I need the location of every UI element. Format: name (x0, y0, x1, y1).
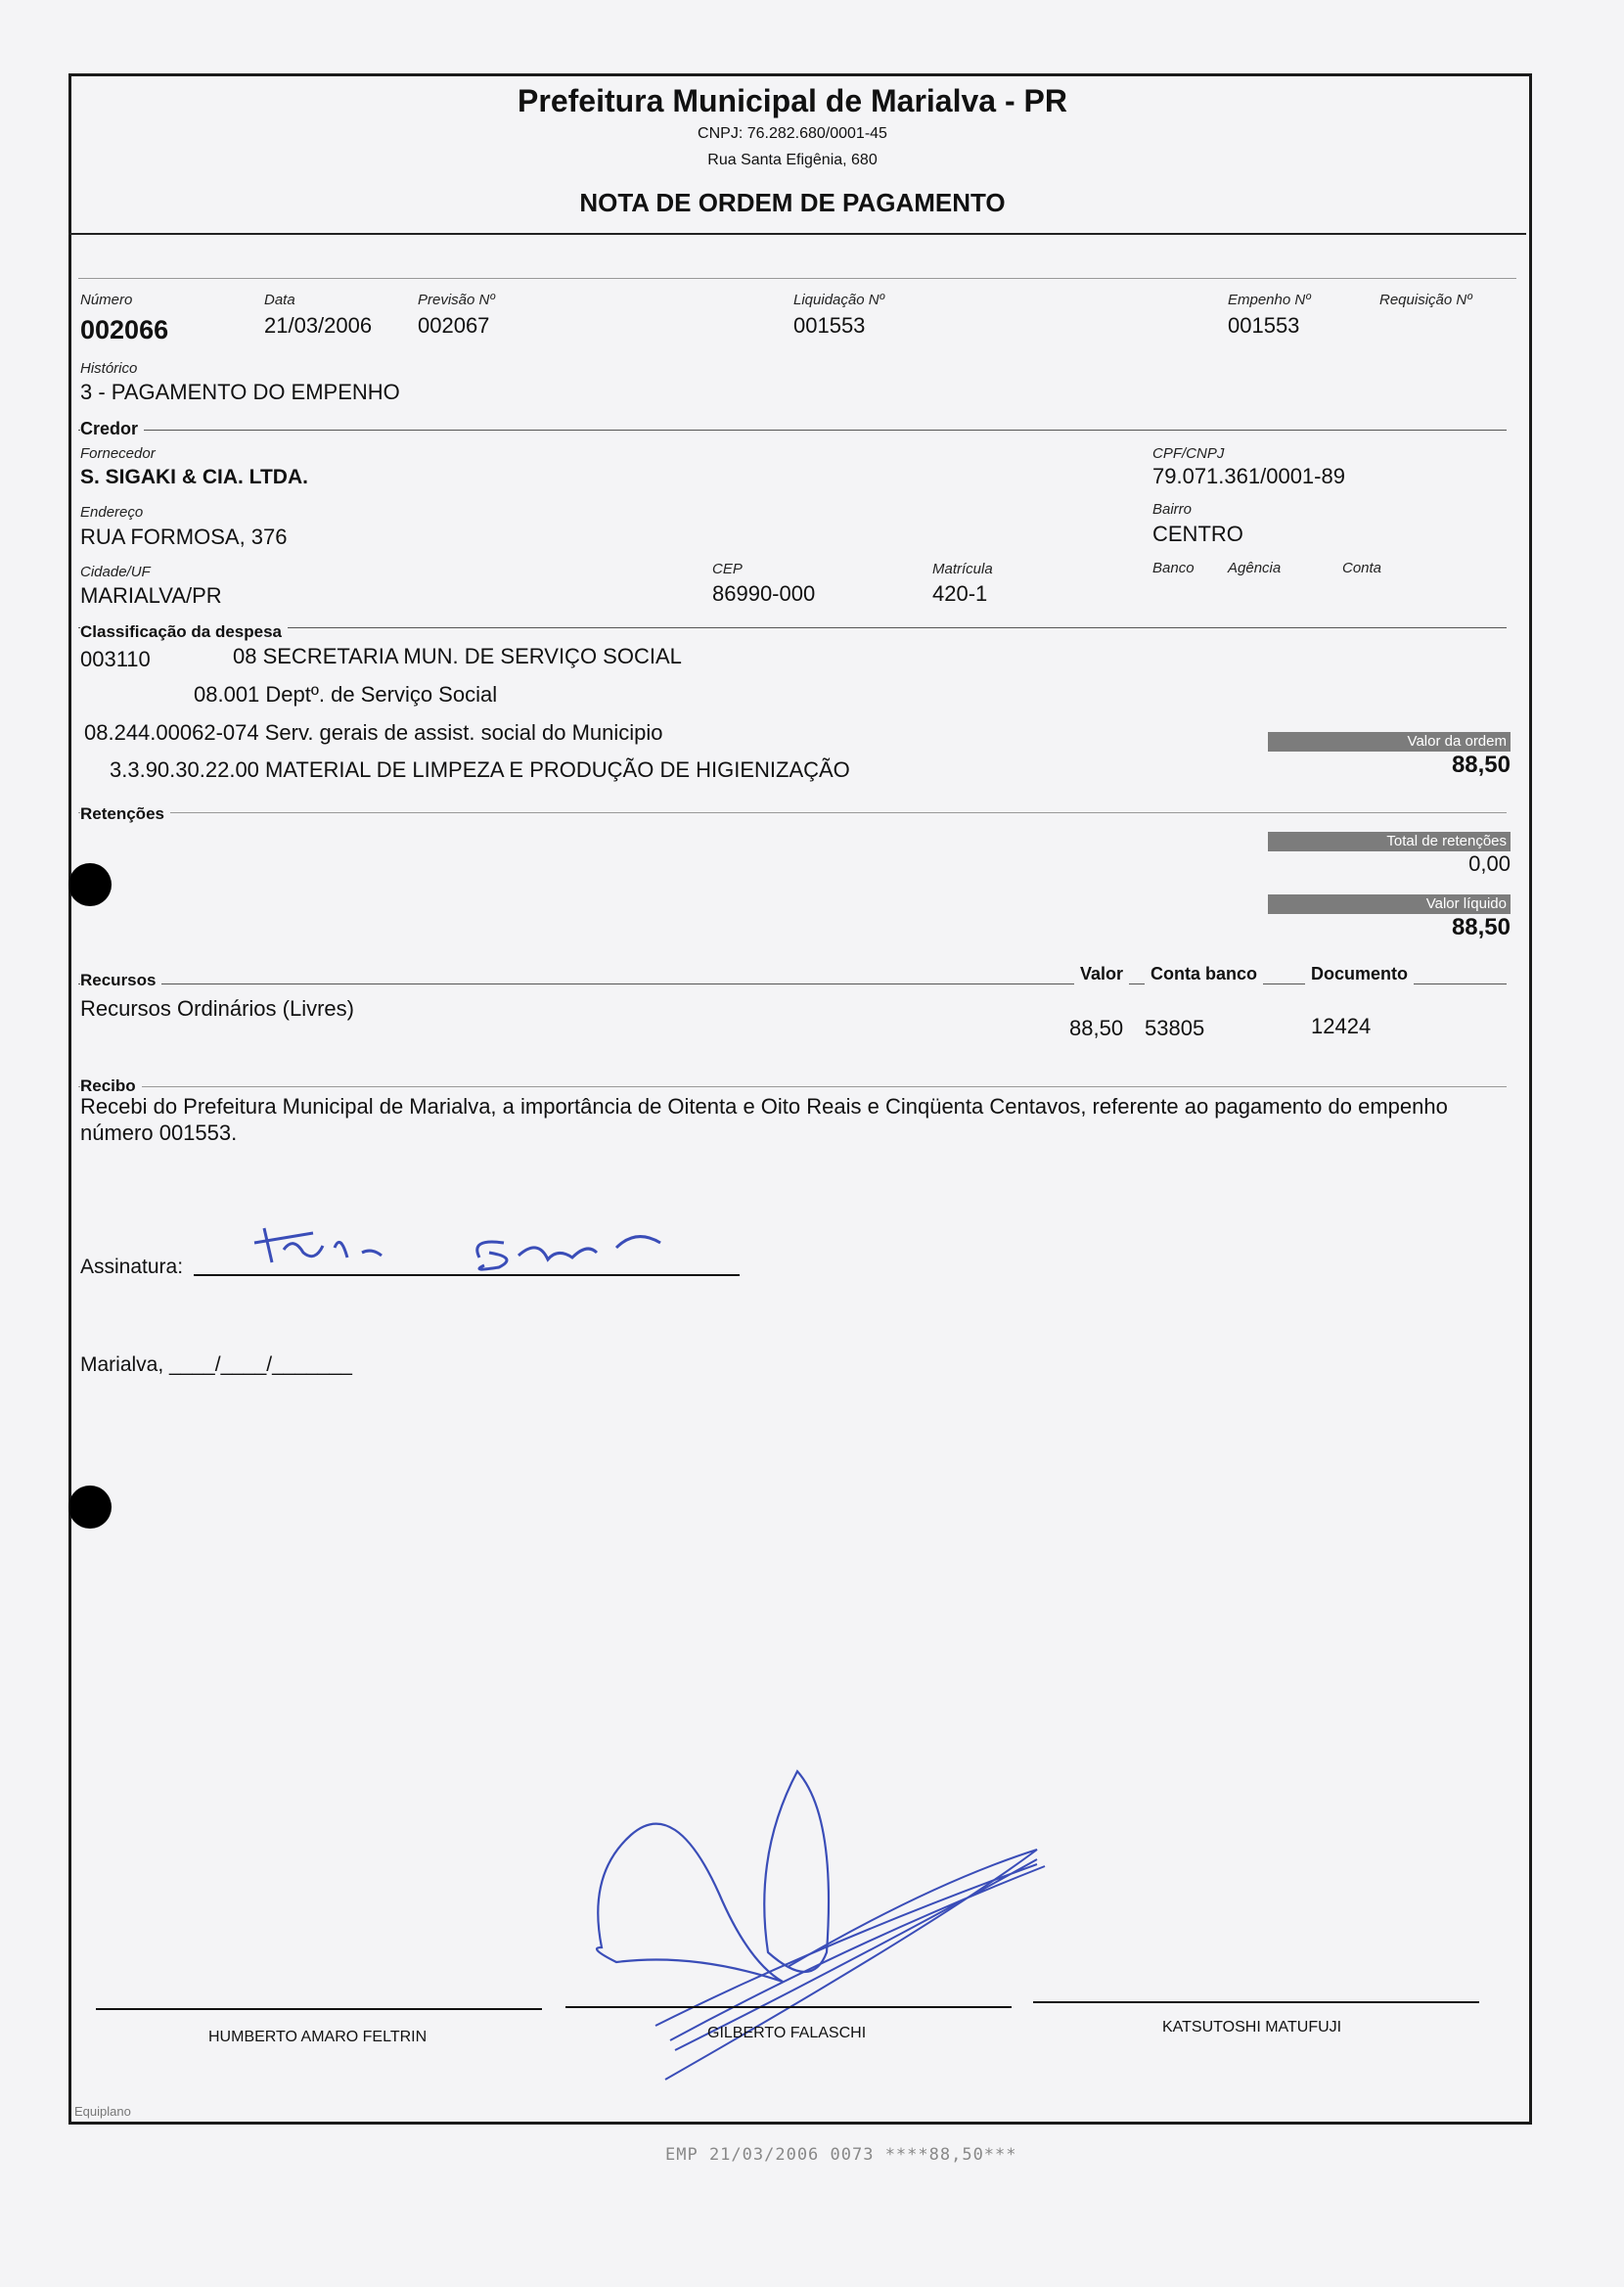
cep-value: 86990-000 (712, 581, 816, 606)
credor-section: Credor (80, 419, 144, 439)
previsao-value: 002067 (418, 313, 490, 338)
liquidacao-label: Liquidação Nº (793, 292, 885, 308)
retencoes-section: Retenções (80, 804, 170, 824)
valor-liquido-value: 88,50 (1451, 914, 1511, 940)
numero-value: 002066 (80, 315, 169, 344)
requisicao-label: Requisição Nº (1379, 292, 1472, 308)
data-value: 21/03/2006 (264, 313, 373, 338)
recursos-line (78, 983, 1507, 984)
conta-label: Conta (1342, 560, 1382, 576)
cidade-label: Cidade/UF (80, 564, 151, 580)
retencoes-line (78, 812, 1507, 813)
credor-line (78, 430, 1507, 431)
local-data-line: Marialva, ____/____/_______ (80, 1353, 352, 1376)
fornecedor-value: S. SIGAKI & CIA. LTDA. (80, 466, 308, 488)
total-retencoes-value: 0,00 (1468, 851, 1511, 876)
recursos-conta-header: Conta banco (1145, 964, 1263, 984)
recursos-documento-header: Documento (1305, 964, 1414, 984)
liquidacao-value: 001553 (793, 313, 866, 338)
recibo-section: Recibo (80, 1076, 142, 1096)
punch-hole (68, 863, 112, 906)
matricula-label: Matrícula (932, 561, 993, 577)
order-divider (78, 278, 1516, 279)
document-title: NOTA DE ORDEM DE PAGAMENTO (579, 188, 1006, 217)
recursos-conta: 53805 (1145, 1016, 1205, 1040)
matricula-value: 420-1 (932, 581, 988, 606)
bairro-label: Bairro (1152, 501, 1193, 518)
valor-ordem-bar (1268, 732, 1511, 752)
recursos-fonte: Recursos Ordinários (Livres) (80, 996, 354, 1021)
banco-label: Banco (1152, 560, 1195, 576)
classificacao-line4: 3.3.90.30.22.00 MATERIAL DE LIMPEZA E PRODUÇÃO DE HIGIENIZAÇÃO (110, 757, 850, 782)
recibo-line (78, 1086, 1507, 1087)
valor-liquido-bar (1268, 894, 1511, 914)
signatory-name-2: GILBERTO FALASCHI (707, 2025, 867, 2041)
header-divider (68, 233, 1526, 235)
bairro-value: CENTRO (1152, 522, 1243, 546)
previsao-label: Previsão Nº (418, 292, 495, 308)
classificacao-line1: 08 SECRETARIA MUN. DE SERVIÇO SOCIAL (233, 644, 682, 668)
assinatura-label: Assinatura: (80, 1256, 184, 1278)
total-retencoes-label: Total de retenções (1386, 833, 1507, 849)
agencia-label: Agência (1228, 560, 1282, 576)
signatory-name-3: KATSUTOSHI MATUFUJI (1162, 2019, 1342, 2035)
data-label: Data (264, 292, 295, 308)
endereco-label: Endereço (80, 504, 144, 521)
valor-ordem-label: Valor da ordem (1407, 733, 1507, 750)
valor-ordem-value: 88,50 (1451, 752, 1511, 778)
recursos-documento: 12424 (1311, 1014, 1372, 1038)
page-title: Prefeitura Municipal de Marialva - PR (518, 83, 1067, 118)
classificacao-line2: 08.001 Deptº. de Serviço Social (194, 682, 498, 707)
empenho-value: 001553 (1228, 313, 1300, 338)
total-retencoes-bar (1268, 832, 1511, 851)
brand-footer: Equiplano (74, 2104, 131, 2119)
signatory-name-1: HUMBERTO AMARO FELTRIN (208, 2029, 428, 2045)
classificacao-line3: 08.244.00062-074 Serv. gerais de assist. social do Municipio (84, 720, 663, 745)
cnpj-text: CNPJ: 76.282.680/0001-45 (698, 125, 887, 142)
empenho-label: Empenho Nº (1228, 292, 1311, 308)
cpf-label: CPF/CNPJ (1152, 445, 1225, 462)
punch-hole (68, 1486, 112, 1529)
historico-label: Histórico (80, 360, 138, 377)
signature-line-1 (96, 2008, 542, 2010)
recursos-valor: 88,50 (1069, 1016, 1124, 1040)
classificacao-code: 003110 (80, 647, 151, 671)
bank-stamp: EMP 21/03/2006 0073 ****88,50*** (665, 2145, 1017, 2165)
recursos-valor-header: Valor (1074, 964, 1129, 984)
cidade-value: MARIALVA/PR (80, 583, 222, 608)
recursos-section: Recursos (80, 971, 161, 990)
endereco-value: RUA FORMOSA, 376 (80, 525, 288, 549)
signature-line-2 (565, 2006, 1012, 2008)
numero-label: Número (80, 292, 133, 308)
address-text: Rua Santa Efigênia, 680 (707, 152, 878, 168)
historico-value: 3 - PAGAMENTO DO EMPENHO (80, 380, 400, 404)
signature-line-3 (1033, 2001, 1479, 2003)
valor-liquido-label: Valor líquido (1425, 895, 1507, 912)
recibo-text: Recebi do Prefeitura Municipal de Marialva, a importância de Oitenta e Oito Reais e Cinqüenta Centavos, referente ao pagamento do empenho número 001553. (80, 1094, 1448, 1145)
fornecedor-label: Fornecedor (80, 445, 156, 462)
classificacao-line (78, 627, 1507, 628)
classificacao-section: Classificação da despesa (80, 622, 288, 642)
recipient-signature (225, 1209, 685, 1287)
cep-label: CEP (712, 561, 743, 577)
cpf-value: 79.071.361/0001-89 (1152, 464, 1345, 488)
